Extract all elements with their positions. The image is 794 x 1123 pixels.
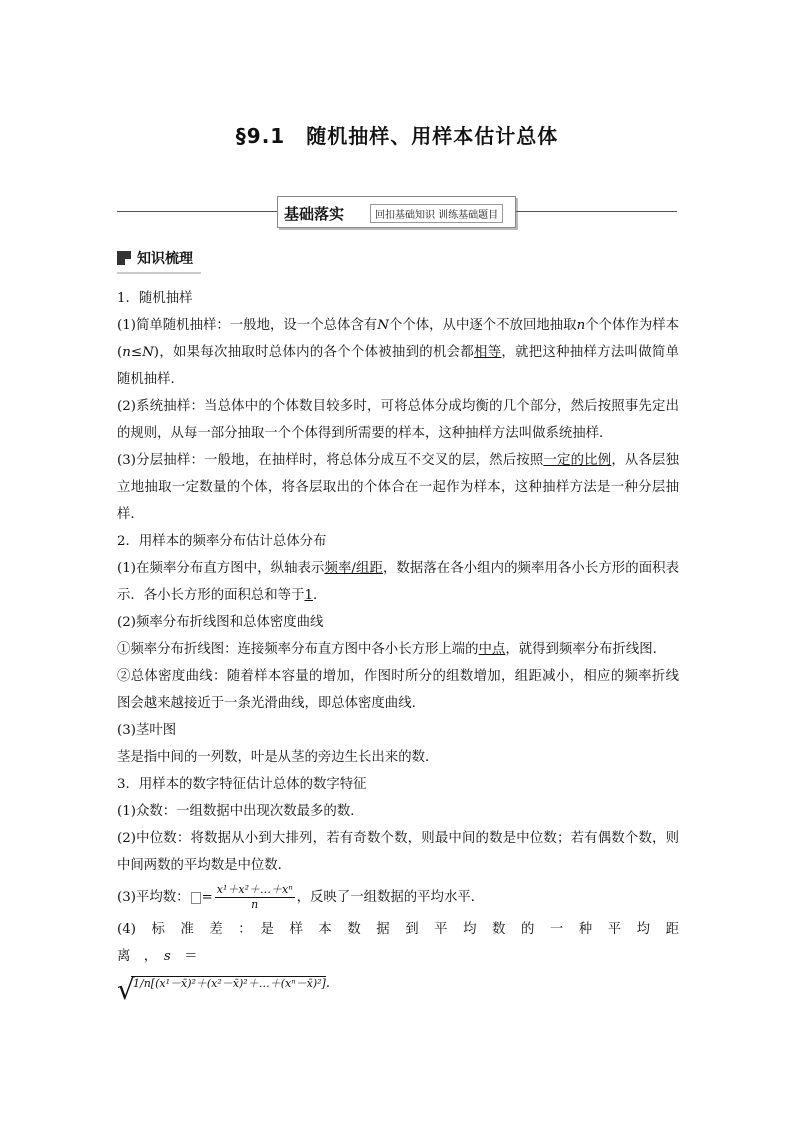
banner-rule-right [516, 211, 677, 212]
text: 个个体作为样本( [117, 318, 680, 360]
answer-blank: 一定的比例 [543, 453, 612, 468]
answer-blank: 频率/组距 [324, 561, 383, 576]
text: )，如果每次抽取时总体内的各个个体被抽到的机会都 [153, 345, 475, 360]
mean-fraction [215, 883, 295, 912]
text: (3)分层抽样：一般地，在抽样时，将总体分成互不交叉的层，然后按照 [117, 453, 544, 468]
banner-sub-label: 回扣基础知识 训练基础题目 [370, 204, 503, 223]
xbar-symbol [191, 892, 201, 904]
para-simple-random [117, 312, 679, 393]
equals: ＝ [170, 949, 198, 964]
para-systematic: (2)系统抽样：当总体中的个体数目较多时，可将总体分成均衡的几个部分，然后按照事先定出的规则，从每一部分抽取一个个体得到所需要的样本，这种抽样方法叫做系统抽样． [117, 399, 679, 441]
fraction-denominator: n [251, 898, 259, 911]
para-stem-leaf: 茎是指中间的一列数，叶是从茎的旁边生长出来的数． [117, 750, 439, 765]
text: ． [325, 976, 340, 991]
text: (1)简单随机抽样：一般地，设一个总体含有 [117, 318, 378, 333]
radicand: 1/n[(x¹－x̄)²＋(x²－x̄)²＋…＋(xⁿ－x̄)²] [133, 977, 326, 990]
para-mode: (1)众数：一组数据中出现次数最多的数． [117, 804, 364, 819]
var-n: n [576, 318, 586, 333]
para-density-curve: ②总体密度曲线：随着样本容量的增加，作图时所分的组数增加，组距减小，相应的频率折线图会越来越接近于一条光滑曲线，即总体密度曲线． [117, 669, 679, 711]
page-title: §9.1 随机抽样、用样本估计总体 [235, 124, 559, 148]
answer-blank: 相等 [474, 345, 502, 360]
heading-random-sampling: 1．随机抽样 [117, 291, 193, 306]
text: ，就把这种抽样方法叫做简单随机抽样． [117, 345, 679, 387]
text: ，从各层独立地抽取一定数量的个体，将各层取出的个体合在一起作为样本，这种抽样方法是一种分层抽样． [117, 453, 680, 522]
banner-rule-left [117, 211, 277, 212]
para-std-dev-formula [117, 970, 679, 1006]
radical-icon: √ [117, 973, 135, 1006]
para-stratified [117, 447, 679, 528]
para-median: (2)中位数：将数据从小到大排列，若有奇数个数，则最中间的数是中位数；若有偶数个数，则中间两数的平均数是中位数． [117, 831, 679, 873]
para-polyline-title: (2)频率分布折线图和总体密度曲线 [117, 615, 324, 630]
text: (3)平均数： [117, 890, 190, 905]
text: ． [313, 588, 327, 603]
text: (4) 标 准 差 ： 是 样 本 数 据 到 平 均 数 的 一 种 平 均 距 离 ， [117, 922, 693, 964]
section-banner [117, 196, 677, 230]
answer-blank: 中点 [478, 642, 506, 657]
heading-numerical-features: 3．用样本的数字特征估计总体的数字特征 [117, 777, 367, 792]
var-s: s [163, 949, 171, 964]
heading-frequency-distribution: 2．用样本的频率分布估计总体分布 [117, 534, 327, 549]
answer-blank: 1 [304, 588, 313, 603]
text: ，数据落在各小组内的频率用各小长方形的面积表示．各小长方形的面积总和等于 [117, 561, 680, 603]
para-stem-leaf-title: (3)茎叶图 [117, 723, 177, 738]
document-body [117, 285, 693, 1006]
para-mean [117, 883, 679, 912]
text: ，反映了一组数据的平均水平． [296, 890, 485, 905]
fraction-numerator: x¹＋x²＋…＋xⁿ [216, 883, 293, 896]
var-N: N [377, 318, 389, 333]
para-polyline [117, 636, 679, 663]
banner-box [277, 196, 516, 228]
section-heading-label: 知识梳理 [137, 251, 193, 267]
text: ①频率分布折线图：连接频率分布直方图中各小长方形上端的 [117, 642, 479, 657]
square-bullet-icon [117, 251, 131, 265]
text: 个个体，从中逐个不放回地抽取 [388, 318, 577, 333]
text: (1)在频率分布直方图中，纵轴表示 [117, 561, 325, 576]
section-heading [117, 248, 201, 274]
condition: n≤N [122, 345, 154, 360]
sqrt-formula [117, 973, 326, 1006]
text: ，就得到频率分布折线图． [505, 642, 667, 657]
banner-main-label: 基础落实 [284, 205, 345, 223]
equals: = [201, 890, 213, 905]
para-histogram [117, 555, 679, 609]
para-std-dev [117, 916, 693, 970]
